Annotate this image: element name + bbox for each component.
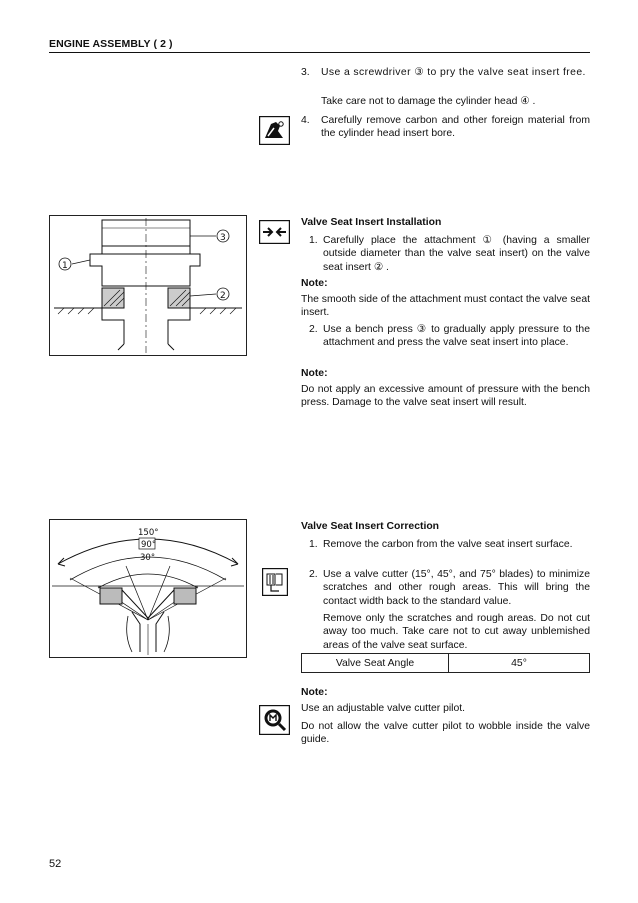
step-number: 1. [309,235,318,246]
table-cell-label: Valve Seat Angle [302,654,449,673]
installation-title: Valve Seat Insert Installation [301,217,442,228]
valve-seat-correction-figure [49,519,247,658]
installation-step-2 [309,323,590,350]
correction-step-2-detail: Remove only the scratches and rough areas. Do not cut away too much. Take care not to cut away unblemished areas of the valve seat surface. [323,613,590,651]
inspection-note-icon [259,705,290,735]
correction-note-2: Do not allow the valve cutter pilot to wobble inside the valve guide. [301,721,590,746]
svg-text:3: 3 [220,233,226,243]
page-header: ENGINE ASSEMBLY ( 2 ) [49,38,173,50]
step-number: 2. [309,569,318,580]
installation-note-2: Do not apply an excessive amount of pressure with the bench press. Damage to the valve seat insert will result. [301,384,590,409]
correction-step-1 [309,538,590,551]
step-text: Carefully place the attachment ① (having a smaller outside diameter than the valve seat insert) on the valve seat insert ② . [323,235,590,273]
step-3 [301,66,590,94]
step-4 [301,114,590,141]
angle-label-150: 150° [138,528,159,538]
angle-label-90: 90° [141,540,157,550]
step-text: Use a screwdriver ③ to pry the valve seat insert free. [321,67,586,78]
step-text: Use a bench press ③ to gradually apply pressure to the attachment and press the valve seat insert into place. [323,324,590,349]
correction-step-2 [309,568,590,608]
valve-cutter-icon [262,568,288,596]
installation-note-1: The smooth side of the attachment must contact the valve seat insert. [301,294,590,319]
note-label: Note: [301,278,328,289]
valve-seat-installation-figure [49,215,247,356]
page-number: 52 [49,858,62,870]
step-number: 2. [309,324,318,335]
step-text: Use a valve cutter (15°, 45°, and 75° blades) to minimize scratches and other rough areas. This will bring the contact width back to the standard value. [323,569,590,607]
screwdriver-icon [259,116,290,145]
step-number: 1. [309,539,318,550]
svg-text:1: 1 [62,261,68,271]
correction-note-1: Use an adjustable valve cutter pilot. [301,703,466,714]
valve-seat-angle-table [301,653,590,673]
svg-text:2: 2 [220,291,226,301]
press-arrows-icon [259,220,290,244]
step-text: Carefully remove carbon and other foreign material from the cylinder head insert bore. [321,115,590,140]
note-label: Note: [301,687,328,698]
header-rule [49,52,590,53]
installation-step-1 [309,234,590,274]
note-label: Note: [301,368,328,379]
step-number: 4. [301,115,310,126]
table-cell-value: 45° [449,654,590,673]
step-number: 3. [301,67,310,78]
correction-title: Valve Seat Insert Correction [301,521,440,532]
step-3-caution: Take care not to damage the cylinder head ④ . [321,96,536,107]
angle-label-30: 30° [140,553,156,563]
step-text: Remove the carbon from the valve seat insert surface. [323,539,573,550]
table-row [302,654,590,673]
